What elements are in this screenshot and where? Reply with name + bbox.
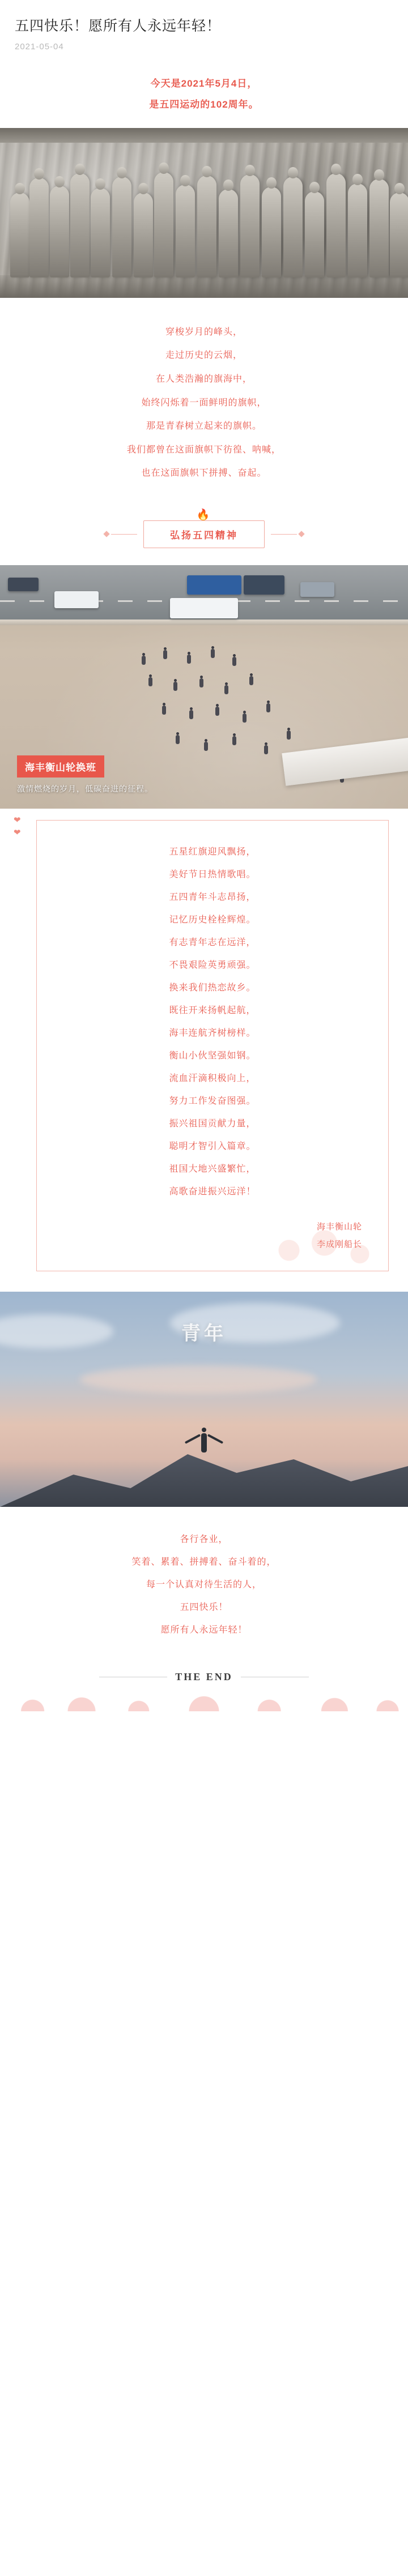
article-footer: [0, 1656, 408, 1711]
vehicle: [187, 575, 241, 595]
verse-line: 在人类浩瀚的旗海中，: [155, 374, 252, 384]
verse-line: 我们都曾在这面旗帜下彷徨、呐喊，: [126, 445, 281, 455]
person-figure: [211, 649, 215, 658]
intro-line: 是五四运动的102周年。: [149, 99, 259, 110]
person-figure: [232, 736, 236, 745]
poem-line: 振兴祖国贡献力量，: [169, 1118, 256, 1129]
closing-line: 笑着、累着、拼搏着、奋斗着的，: [131, 1557, 277, 1567]
article-header: [0, 0, 408, 57]
person-figure: [224, 685, 228, 694]
poem-line: 衡山小伙坚强如钢。: [169, 1050, 256, 1061]
poem-line: 海丰连航齐树榜样。: [169, 1028, 256, 1038]
poem-line: 既往开来扬帆起航，: [169, 1005, 256, 1015]
verse-line: 那是青春树立起来的旗帜。: [146, 421, 262, 432]
poem-section: [0, 809, 408, 1292]
person-figure: [232, 657, 236, 666]
person-figure: [264, 745, 268, 754]
verse-line: 走过历史的云烟，: [165, 351, 243, 361]
crowd-watermark: [0, 1685, 408, 1711]
poem-frame: [36, 820, 389, 1271]
curb-line: [0, 620, 408, 625]
signature-line: 李成刚船长: [316, 1240, 362, 1250]
youth-overlay-text: 青年: [181, 1323, 227, 1344]
person-silhouette: [201, 1433, 207, 1453]
intro-block: [0, 57, 408, 128]
vehicle: [8, 578, 39, 591]
closing-line: 五四快乐！: [180, 1602, 228, 1612]
poem-line: 有志青年志在远洋，: [169, 937, 256, 947]
relief-figures: [0, 145, 408, 277]
caption-title: 海丰衡山轮换班: [17, 755, 104, 778]
person-figure: [142, 656, 146, 665]
section-title-block: [0, 501, 408, 565]
person-figure: [187, 655, 191, 664]
person-figure: [176, 735, 180, 744]
section-title: [143, 509, 265, 548]
person-figure: [287, 730, 291, 740]
poem-line: 祖国大地兴盛繁忙，: [169, 1164, 256, 1174]
poem-line: 不畏艰险英勇顽强。: [169, 960, 256, 970]
poem-line: 美好节日热情歌唱。: [169, 869, 256, 879]
diamond-right-icon: [298, 531, 304, 537]
closing-line: 各行各业，: [180, 1534, 228, 1544]
poem-signature: [54, 1218, 371, 1254]
poem-line: 努力工作发奋图强。: [169, 1096, 256, 1106]
intro-line: 今天是2021年5月4日，: [150, 78, 258, 89]
flame-icon: 🔥: [196, 509, 212, 521]
cloud-shape: [79, 1365, 317, 1394]
publish-date: 2021-05-04: [15, 42, 64, 52]
relief-sculpture-photo: [0, 128, 408, 298]
poem-line: 高歌奋进振兴远洋！: [169, 1186, 256, 1197]
person-figure: [215, 707, 219, 716]
closing-line: 每一个认真对待生活的人，: [146, 1579, 262, 1590]
person-figure: [204, 742, 208, 751]
photo-caption: [17, 755, 159, 796]
person-figure: [162, 706, 166, 715]
closing-line: 愿所有人永远年轻！: [160, 1625, 248, 1635]
vehicle: [244, 575, 284, 595]
person-figure: [189, 710, 193, 719]
poem-line: 聪明才智引入篇章。: [169, 1141, 256, 1151]
verse-line: 始终闪烁着一面鲜明的旗帜，: [141, 398, 267, 408]
vehicle: [300, 582, 334, 597]
caption-text: 激情燃烧的岁月，低碳奋进的征程。: [17, 784, 153, 793]
person-figure: [173, 682, 177, 691]
youth-summit-photo: [0, 1292, 408, 1507]
section-title-label: 弘扬五四精神: [170, 529, 238, 541]
vehicle: [170, 598, 238, 618]
poem-line: 换来我们热恋故乡。: [169, 982, 256, 993]
poem-line: 记忆历史栓栓辉煌。: [169, 915, 256, 925]
vehicle: [54, 591, 99, 608]
banner-cloth: [282, 737, 408, 786]
person-figure: [163, 650, 167, 659]
verse-line: 也在这面旗帜下拼搏、奋起。: [141, 468, 267, 479]
poem-line: 五星红旗迎风飘扬，: [169, 847, 256, 857]
signature-line: 海丰衡山轮: [316, 1221, 362, 1232]
person-figure: [249, 676, 253, 685]
person-figure: [243, 714, 246, 723]
person-figure: [266, 703, 270, 712]
poem-line: 五四青年斗志昂扬，: [169, 892, 256, 902]
square-aerial-photo: [0, 565, 408, 809]
heart-icon: ❤ ❤: [14, 815, 21, 838]
person-figure: [148, 677, 152, 686]
diamond-left-icon: [103, 531, 109, 537]
person-figure: [199, 678, 203, 687]
poem-line: 流血汗滴积极向上，: [169, 1073, 256, 1083]
the-end-label: THE END: [175, 1671, 233, 1682]
verse-block: [0, 298, 408, 501]
verse-line: 穿梭岁月的峰头，: [165, 327, 243, 337]
cloud-shape: [0, 1314, 113, 1348]
closing-block: [0, 1507, 408, 1656]
page-title: 五四快乐！愿所有人永远年轻！: [15, 18, 222, 34]
